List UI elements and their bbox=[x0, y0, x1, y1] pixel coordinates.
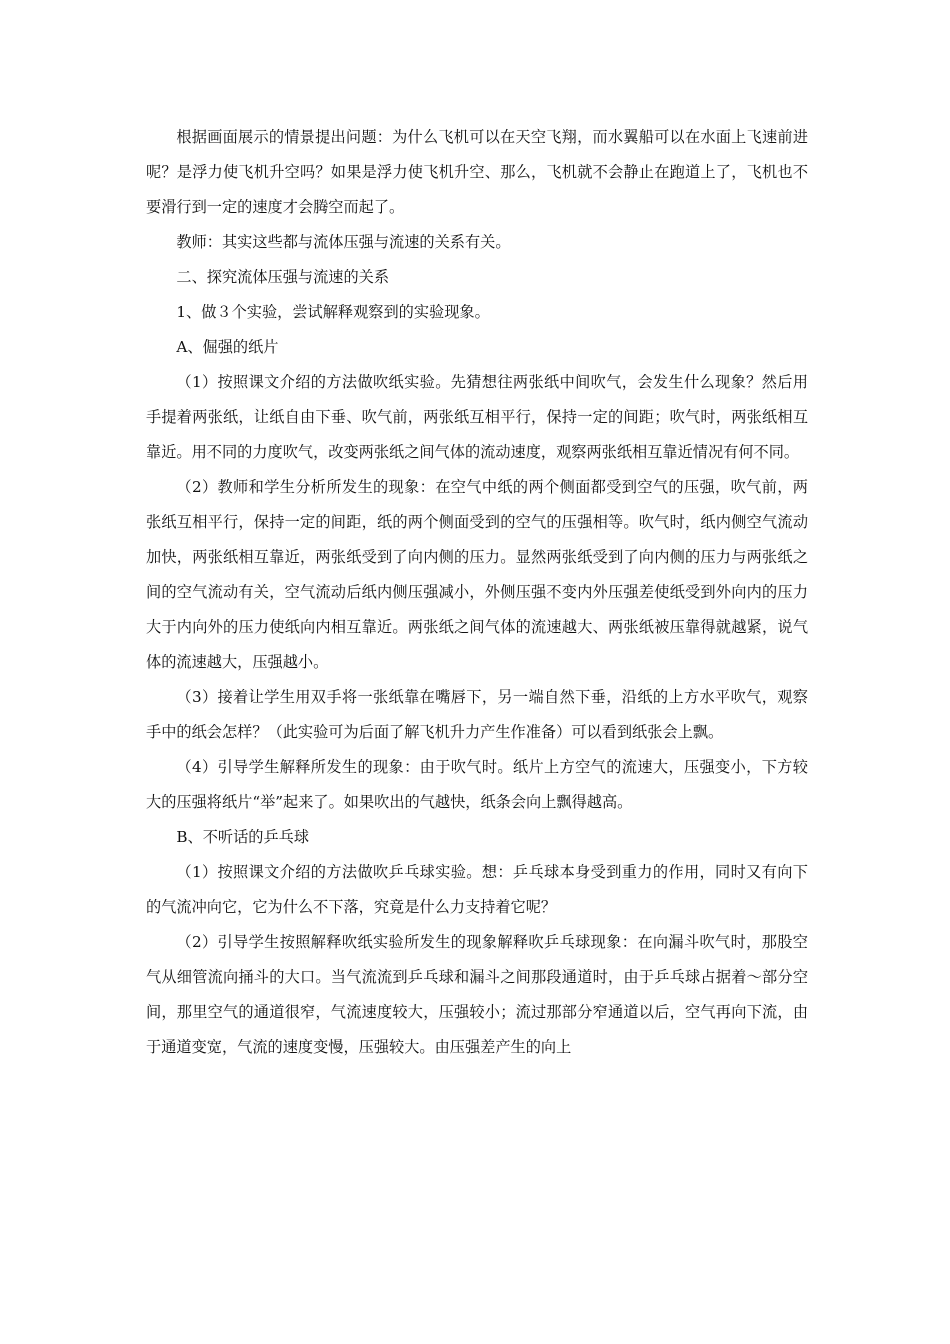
section-heading: 二、探究流体压强与流速的关系 bbox=[176, 268, 390, 286]
step-paragraph: （2）教师和学生分析所发生的现象：在空气中纸的两个侧面都受到空气的压强，吹气前，两张纸互相平行，保持一定的间距，纸的两个侧面受到的空气的压强相等。吹气时，纸内侧空气流动加快，两张纸相互靠近，两张纸受到了向内侧的压力。显然两张纸受到了向内侧的压力与两张纸之间的空气流动有关，空气流动后纸内侧压强减小，外侧压强不变内外压强差使纸受到外向内的压力大于内向外的压力使纸向内相互靠近。两张纸之间气体的流速越大、两张纸被压靠得就越紧，说气体的流速越大，压强越小。 bbox=[146, 478, 808, 671]
experiment-intro-paragraph: 1、做３个实验，尝试解释观察到的实验现象。 bbox=[176, 303, 490, 321]
intro-question-paragraph: 根据画面展示的情景提出问题：为什么飞机可以在天空飞翔，而水翼船可以在水面上飞速前进呢？是浮力使飞机升空吗？如果是浮力使飞机升空、那么，飞机就不会静止在跑道上了，飞机也不要滑行到一定的速度才会腾空而起了。 bbox=[146, 128, 808, 216]
document-body bbox=[146, 120, 808, 1065]
step-paragraph: （1）按照课文介绍的方法做吹乒乓球实验。想：乒乓球本身受到重力的作用，同时又有向下的气流冲向它，它为什么不下落，究竟是什么力支持着它呢？ bbox=[146, 863, 808, 916]
teacher-remark-paragraph: 教师：其实这些都与流体压强与流速的关系有关。 bbox=[176, 233, 511, 251]
subsection-heading-paper: A、倔强的纸片 bbox=[176, 338, 279, 356]
subsection-heading-pingpong: B、不听话的乒乓球 bbox=[176, 828, 310, 846]
step-paragraph: （2）引导学生按照解释吹纸实验所发生的现象解释吹乒乓球现象：在向漏斗吹气时，那股空气从细管流向捅斗的大口。当气流流到乒乓球和漏斗之间那段通道时，由于乒乓球占据着～部分空间，那里空气的通道很窄，气流速度较大，压强较小；流过那部分窄通道以后，空气再向下流，由于通道变宽，气流的速度变慢，压强较大。由压强差产生的向上 bbox=[146, 933, 808, 1056]
step-paragraph: （4）引导学生解释所发生的现象：由于吹气时。纸片上方空气的流速大，压强变小，下方较大的压强将纸片“举”起来了。如果吹出的气越快，纸条会向上飘得越高。 bbox=[146, 758, 808, 811]
step-paragraph: （1）按照课文介绍的方法做吹纸实验。先猜想往两张纸中间吹气，会发生什么现象？然后用手提着两张纸，让纸自由下垂、吹气前，两张纸互相平行，保持一定的间距；吹气时，两张纸相互靠近。用不同的力度吹气，改变两张纸之间气体的流动速度，观察两张纸相互靠近情况有何不同。 bbox=[146, 373, 808, 461]
step-paragraph: （3）接着让学生用双手将一张纸靠在嘴唇下，另一端自然下垂，沿纸的上方水平吹气，观察手中的纸会怎样？（此实验可为后面了解飞机升力产生作准备）可以看到纸张会上飘。 bbox=[146, 688, 808, 741]
